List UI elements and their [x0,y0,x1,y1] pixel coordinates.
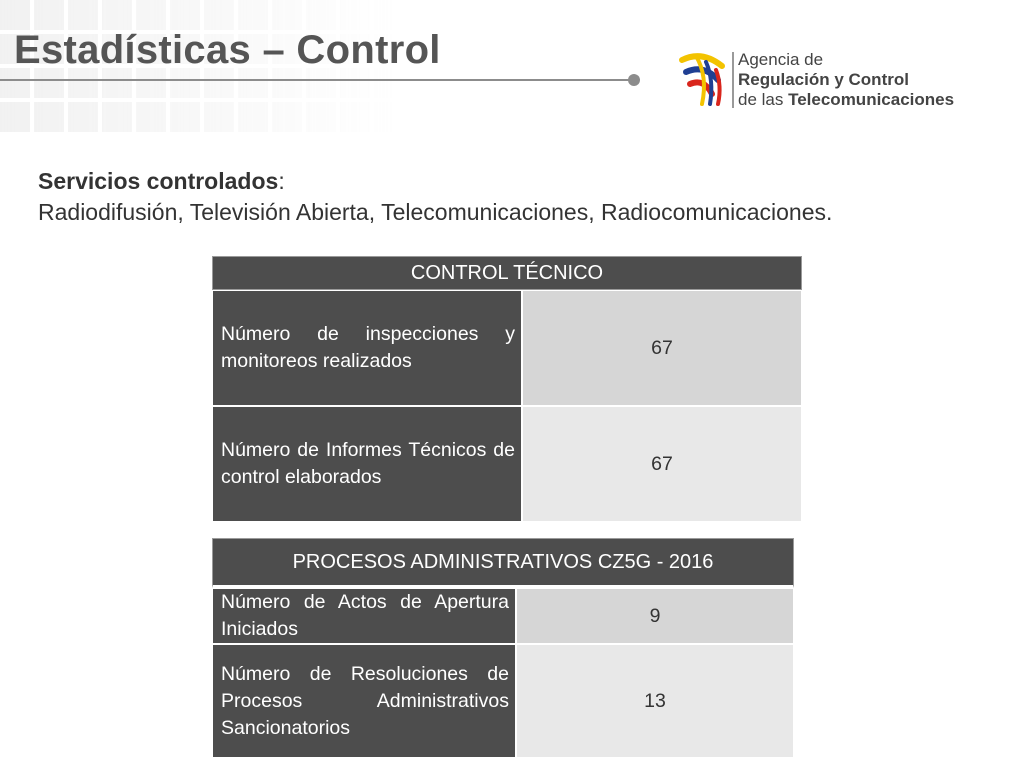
logo-line-3-bold: Telecomunicaciones [788,90,955,109]
services-intro [38,166,832,228]
services-heading-colon: : [278,168,285,194]
logo-text [738,50,954,110]
services-heading: Servicios controlados [38,168,279,194]
page-title: Estadísticas – Control [14,28,441,72]
logo-line-1: Agencia de [738,50,824,69]
control-tecnico-header: CONTROL TÉCNICO [212,256,802,290]
services-heading-line [38,166,832,197]
row-value: 13 [516,644,794,758]
table-row [212,588,794,644]
row-label: Número de inspecciones y monitoreos realizados [212,290,522,406]
procesos-administrativos-table [212,538,794,758]
title-divider-dot [628,74,640,86]
row-value: 67 [522,406,802,522]
control-tecnico-table [212,256,802,522]
logo-line-3-prefix: de las [738,90,789,109]
table-row [212,406,802,522]
agency-logo [676,46,976,116]
row-label: Número de Informes Técnicos de control elaborados [212,406,522,522]
title-divider [0,79,634,81]
table-row [212,644,794,758]
logo-line-3 [738,90,954,110]
logo-separator [732,52,734,108]
row-value: 9 [516,588,794,644]
row-label: Número de Actos de Apertura Iniciados [212,588,516,644]
procesos-header: PROCESOS ADMINISTRATIVOS CZ5G - 2016 [212,538,794,588]
table-row [212,290,802,406]
logo-mark-icon [676,46,732,110]
row-label: Número de Resoluciones de Procesos Administrativos Sancionatorios [212,644,516,758]
services-list: Radiodifusión, Televisión Abierta, Telecomunicaciones, Radiocomunicaciones. [38,199,833,225]
row-value: 67 [522,290,802,406]
logo-line-2: Regulación y Control [738,70,909,89]
